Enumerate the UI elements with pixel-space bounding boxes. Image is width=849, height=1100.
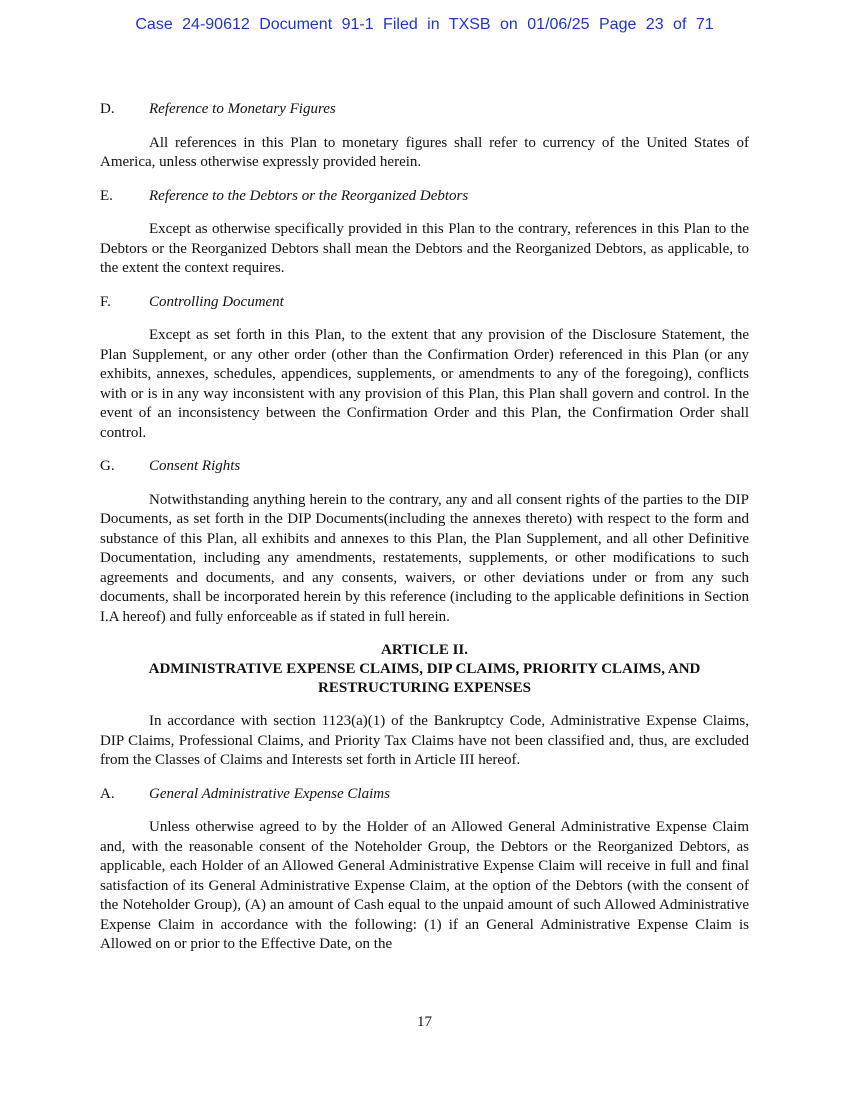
article-title-line-2: RESTRUCTURING EXPENSES xyxy=(318,680,531,696)
section-heading-e xyxy=(100,187,749,207)
section-f-paragraph: Except as set forth in this Plan, to the extent that any provision of the Disclosure Statement, the Plan Supplement, or any other order (other than the Confirmation Order) referenced in this Plan (or any exhibits, annexes, schedules, appendices, supplements, or amendments to any of the foregoing), conflicts with or is in any way inconsistent with any provision of this Plan, this Plan shall govern and control. In the event of an inconsistency between the Confirmation Order and this Plan, the Confirmation Order shall control. xyxy=(100,327,749,441)
section-heading-g xyxy=(100,457,749,477)
article-heading xyxy=(100,641,749,698)
filing-header: Case 24-90612 Document 91-1 Filed in TXSB on 01/06/25 Page 23 of 71 xyxy=(135,16,714,33)
section-letter: A. xyxy=(100,785,115,802)
section-heading-d xyxy=(100,100,749,120)
section-heading-f xyxy=(100,293,749,313)
section-letter: D. xyxy=(100,101,115,117)
article-number: ARTICLE II. xyxy=(381,642,468,658)
section-letter: G. xyxy=(100,458,115,474)
section-letter: E. xyxy=(100,187,113,204)
article-title-line-1: ADMINISTRATIVE EXPENSE CLAIMS, DIP CLAIMS, PRIORITY CLAIMS, AND xyxy=(148,661,701,677)
section-letter: F. xyxy=(100,293,111,310)
article-intro-paragraph: In accordance with section 1123(a)(1) of the Bankruptcy Code, Administrative Expense Claims, DIP Claims, Professional Claims, and Priority Tax Claims have not been classified and, thus, are excluded from the Classes of Claims and Interests set forth in Article III hereof. xyxy=(100,713,749,768)
page-number: 17 xyxy=(417,1014,432,1030)
section-e-paragraph: Except as otherwise specifically provided in this Plan to the contrary, references in this Plan to the Debtors or the Reorganized Debtors shall mean the Debtors and the Reorganized Debtors, as applicable, to the extent the context requires. xyxy=(100,221,749,276)
section-a-paragraph: Unless otherwise agreed to by the Holder of an Allowed General Administrative Expense Claim and, with the reasonable consent of the Noteholder Group, the Debtors or the Reorganized Debtors, as applicable, each Holder of an Allowed General Administrative Expense Claim will receive in full and final satisfaction of its General Administrative Expense Claim, at the option of the Debtors (with the consent of the Noteholder Group), (A) an amount of Cash equal to the unpaid amount of such Allowed Administrative Expense Claim in accordance with the following: (1) if an General Administrative Expense Claim is Allowed on or prior to the Effective Date, on the xyxy=(100,819,749,952)
section-title: Consent Rights xyxy=(149,458,241,474)
section-g-paragraph: Notwithstanding anything herein to the contrary, any and all consent rights of the parties to the DIP Documents, as set forth in the DIP Documents(including the annexes thereto) with respect to the form and substance of this Plan, all exhibits and annexes to this Plan, the Plan Supplement, and all other Definitive Documentation, including any amendments, restatements, supplements, or other modifications to such agreements and documents, and any consents, waivers, or other deviations under or from any such documents, shall be incorporated herein by this reference (including to the applicable definitions in Section I.A hereof) and fully enforceable as if stated in full herein. xyxy=(100,491,749,625)
section-title: Reference to Monetary Figures xyxy=(149,101,336,117)
section-title: Controlling Document xyxy=(149,293,284,310)
section-title: General Administrative Expense Claims xyxy=(149,785,390,802)
document-body xyxy=(100,100,749,969)
section-d-paragraph: All references in this Plan to monetary figures shall refer to currency of the United States of America, unless otherwise expressly provided herein. xyxy=(100,134,749,170)
section-title: Reference to the Debtors or the Reorganized Debtors xyxy=(149,187,469,204)
section-heading-a xyxy=(100,785,749,805)
